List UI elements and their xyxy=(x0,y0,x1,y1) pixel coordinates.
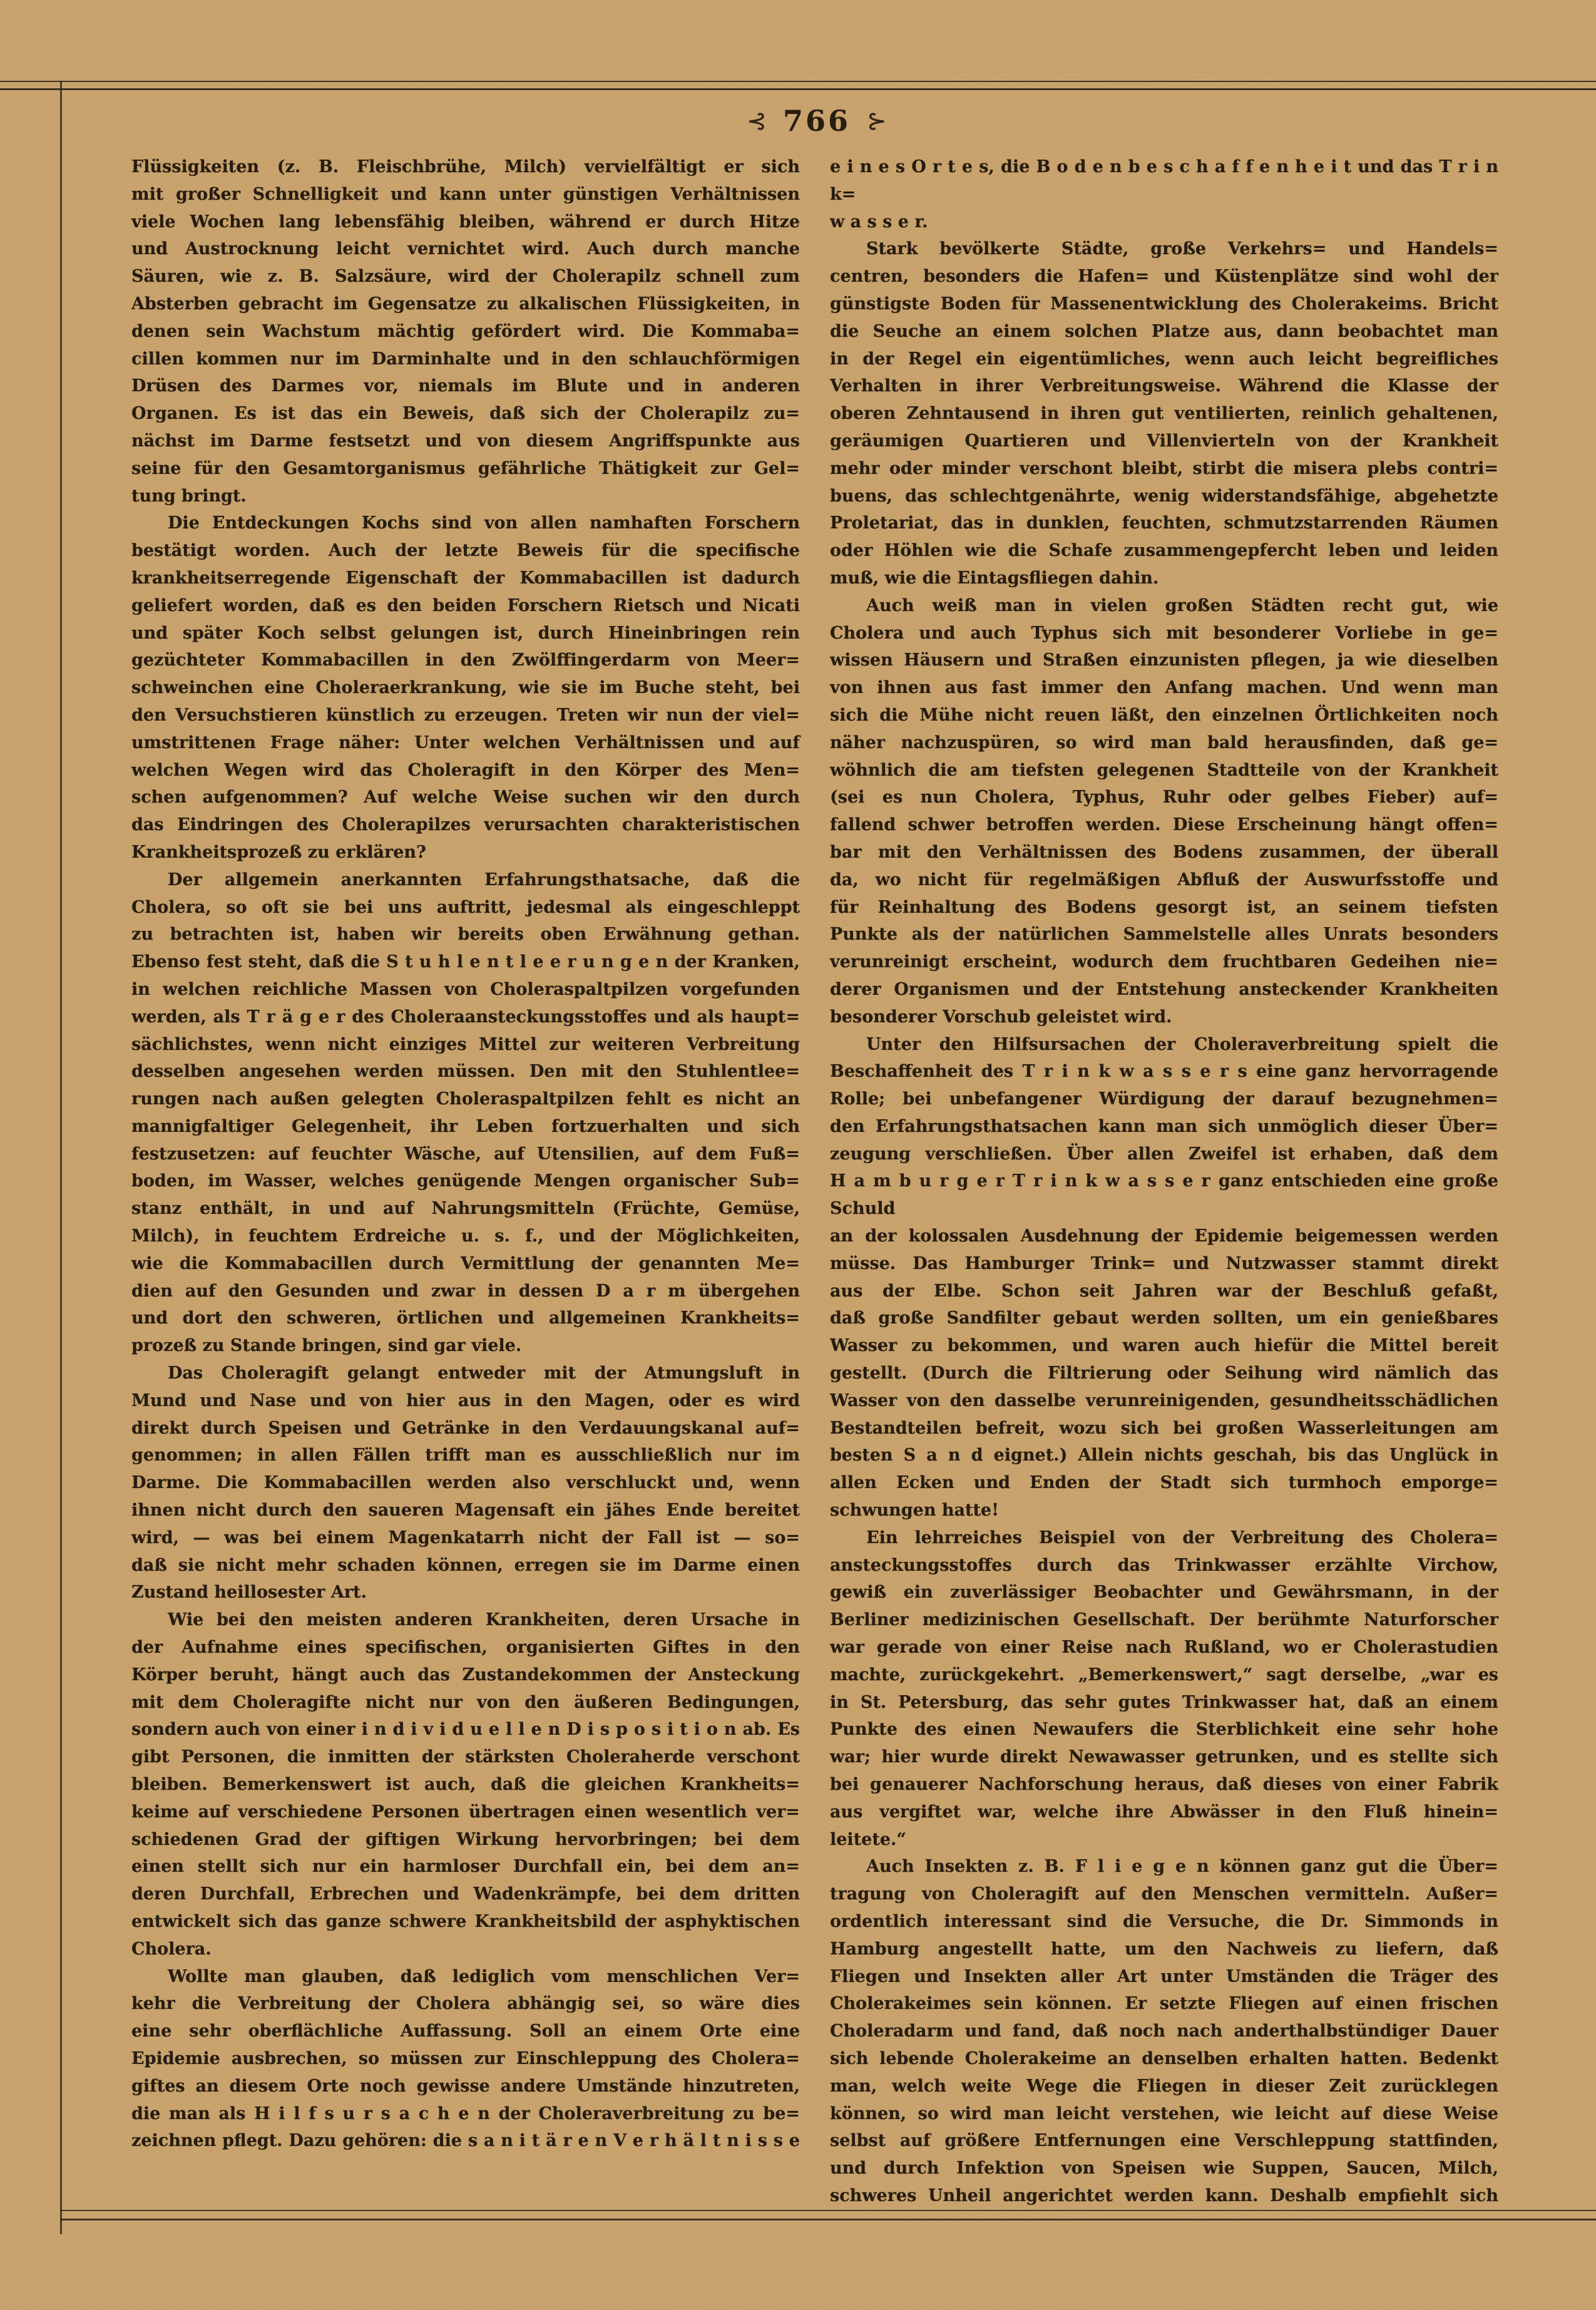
header-ornament-left-icon: ⊰ xyxy=(747,107,767,135)
text-line: Wie bei den meisten anderen Krankheiten, deren Ursache in xyxy=(168,1610,800,1630)
paragraph xyxy=(131,1606,800,1963)
text-line: Rolle; bei unbefangener Würdigung der darauf bezugnehmen= xyxy=(830,1089,1498,1109)
text-line: Organen. Es ist das ein Beweis, daß sich der Cholerapilz zu= xyxy=(131,404,800,424)
text-line: stanz enthält, in und auf Nahrungsmitteln (Früchte, Gemüse, xyxy=(131,1199,800,1219)
text-line: den Versuchstieren künstlich zu erzeugen. Treten wir nun der viel= xyxy=(131,705,800,725)
text-line: direkt durch Speisen und Getränke in den Verdauungskanal auf= xyxy=(131,1418,800,1438)
text-line: gestellt. (Durch die Filtrierung oder Seihung wird nämlich das xyxy=(830,1363,1498,1383)
text-line: aus vergiftet war, welche ihre Abwässer in den Fluß hinein= xyxy=(830,1802,1498,1822)
text-line: oberen Zehntausend in ihren gut ventilierten, reinlich gehaltenen, xyxy=(830,404,1498,424)
text-line: Auch Insekten z. B. F l i e g e n können ganz gut die Über= xyxy=(866,1857,1498,1877)
text-line: gibt Personen, die inmitten der stärksten Choleraherde verschont xyxy=(131,1747,800,1767)
text-line: schweinchen eine Choleraerkrankung, wie sie im Buche steht, bei xyxy=(131,678,800,698)
text-line: denen sein Wachstum mächtig gefördert wird. Die Kommaba= xyxy=(131,321,800,341)
text-line: Punkte des einen Newaufers die Sterblichkeit eine sehr hohe xyxy=(830,1720,1498,1740)
page-number: 766 xyxy=(782,104,851,138)
text-line: man, welch weite Wege die Fliegen in dieser Zeit zurücklegen xyxy=(830,2076,1498,2096)
text-line: besonderer Vorschub geleistet wird. xyxy=(830,1007,1172,1027)
text-line: Hamburg angestellt hatte, um den Nachweis zu liefern, daß xyxy=(830,1939,1498,1959)
text-line: buens, das schlechtgenährte, wenig widerstandsfähige, abgehetzte xyxy=(830,486,1498,506)
text-line: Wollte man glauben, daß lediglich vom menschlichen Ver= xyxy=(168,1966,800,1986)
text-line: schwungen hatte! xyxy=(830,1501,999,1521)
paragraph xyxy=(830,1031,1498,1524)
text-line: Zustand heillosester Art. xyxy=(131,1583,367,1603)
text-line: sich die Mühe nicht reuen läßt, den einzelnen Örtlichkeiten noch xyxy=(830,705,1498,725)
text-line: keime auf verschiedene Personen übertragen einen wesentlich ver= xyxy=(131,1802,800,1822)
text-line: muß, wie die Eintagsfliegen dahin. xyxy=(830,568,1159,588)
text-line: genommen; in allen Fällen trifft man es ausschließlich nur im xyxy=(131,1445,800,1466)
text-line: cillen kommen nur im Darminhalte und in den schlauchförmigen xyxy=(131,349,800,369)
paragraph xyxy=(830,1524,1498,1854)
text-line: kehr die Verbreitung der Cholera abhängig sei, so wäre dies xyxy=(131,1994,800,2014)
text-line: in welchen reichliche Massen von Choleraspaltpilzen vorgefunden xyxy=(131,979,800,999)
text-line: Epidemie ausbrechen, so müssen zur Einschleppung des Cholera= xyxy=(131,2048,800,2068)
text-line: leitete.“ xyxy=(830,1829,906,1849)
text-line: sächlichstes, wenn nicht einziges Mittel zur weiteren Verbreitung xyxy=(131,1034,800,1054)
text-line: deren Durchfall, Erbrechen und Wadenkrämpfe, bei dem dritten xyxy=(131,1884,800,1904)
text-line: Drüsen des Darmes vor, niemals im Blute und in anderen xyxy=(131,376,800,396)
text-line: ansteckungsstoffes durch das Trinkwasser erzählte Virchow, xyxy=(830,1555,1498,1575)
text-line: und durch Infektion von Speisen wie Suppen, Saucen, Milch, xyxy=(830,2159,1498,2179)
text-line: wissen Häusern und Straßen einzunisten pflegen, ja wie dieselben xyxy=(830,650,1498,670)
page-frame-top-rule-thin xyxy=(0,81,1596,82)
text-line: entwickelt sich das ganze schwere Krankheitsbild der asphyktischen xyxy=(131,1912,800,1931)
text-line: war gerade von einer Reise nach Rußland, wo er Cholerastudien xyxy=(830,1638,1498,1658)
text-line: wie die Kommabacillen durch Vermittlung der genannten Me= xyxy=(131,1253,800,1273)
paragraph xyxy=(830,153,1498,235)
text-line: schiedenen Grad der giftigen Wirkung hervorbringen; bei dem xyxy=(131,1829,800,1849)
text-line: besten S a n d eignet.) Allein nichts geschah, bis das Unglück in xyxy=(830,1445,1498,1466)
text-line: Säuren, wie z. B. Salzsäure, wird der Cholerapilz schnell zum xyxy=(131,267,800,287)
text-line: werden, als T r ä g e r des Choleraansteckungsstoffes und als haupt= xyxy=(131,1007,800,1027)
text-line: mit dem Choleragifte nicht nur von den äußeren Bedingungen, xyxy=(131,1692,800,1712)
text-line: wöhnlich die am tiefsten gelegenen Stadtteile von der Krankheit xyxy=(830,760,1498,780)
text-line: daß große Sandfilter gebaut werden sollten, um ein genießbares xyxy=(830,1308,1498,1328)
text-line: Das Choleragift gelangt entweder mit der Atmungsluft in xyxy=(168,1363,800,1383)
text-line: e i n e s O r t e s, die B o d e n b e s c h a f f e n h e i t und das T r i n k= xyxy=(830,157,1498,204)
text-line: Darme. Die Kommabacillen werden also verschluckt und, wenn xyxy=(131,1473,800,1493)
text-line: aus der Elbe. Schon seit Jahren war der Beschluß gefaßt, xyxy=(830,1281,1498,1301)
text-line: Krankheitsprozeß zu erklären? xyxy=(131,842,426,862)
text-line: Unter den Hilfsursachen der Choleraverbreitung spielt die xyxy=(866,1034,1498,1054)
page-frame-left-rule xyxy=(60,81,62,2234)
text-line: und dort den schweren, örtlichen und allgemeinen Krankheits= xyxy=(131,1308,800,1328)
text-line: tung bringt. xyxy=(131,486,247,506)
text-line: festzusetzen: auf feuchter Wäsche, auf Utensilien, auf dem Fuß= xyxy=(131,1144,800,1164)
page-frame-bottom-rule-thin xyxy=(60,2210,1596,2211)
text-line: umstrittenen Frage näher: Unter welchen Verhältnissen und auf xyxy=(131,732,800,752)
text-line: fallend schwer betroffen werden. Diese Erscheinung hängt offen= xyxy=(830,815,1498,835)
text-line: H a m b u r g e r T r i n k w a s s e r ganz entschieden eine große Schuld xyxy=(830,1171,1498,1219)
text-line: viele Wochen lang lebensfähig bleiben, während er durch Hitze xyxy=(131,212,800,232)
paragraph xyxy=(830,235,1498,592)
text-line: für Reinhaltung des Bodens gesorgt ist, an seinem tiefsten xyxy=(830,897,1498,917)
text-line: in St. Petersburg, das sehr gutes Trinkwasser hat, daß an einem xyxy=(830,1692,1498,1712)
paragraph xyxy=(131,866,800,1360)
text-line: gewiß ein zuverlässiger Beobachter und Gewährsmann, in der xyxy=(830,1583,1498,1603)
text-line: gezüchteter Kommabacillen in den Zwölffingerdarm von Meer= xyxy=(131,650,800,670)
text-line: mannigfaltiger Gelegenheit, ihr Leben fortzuerhalten und sich xyxy=(131,1116,800,1136)
text-line: den Erfahrungsthatsachen kann man sich unmöglich dieser Über= xyxy=(830,1116,1498,1136)
page-frame-bottom-rule-thick xyxy=(60,2219,1596,2220)
text-line: rungen nach außen gelegten Choleraspaltpilzen fehlt es nicht an xyxy=(131,1089,800,1109)
header-ornament-right-icon: ⊱ xyxy=(867,107,887,135)
text-line: geräumigen Quartieren und Villenvierteln von der Krankheit xyxy=(830,431,1498,451)
text-line: bei genauerer Nachforschung heraus, daß dieses von einer Fabrik xyxy=(830,1775,1498,1795)
text-line: Absterben gebracht im Gegensatze zu alkalischen Flüssigkeiten, in xyxy=(131,294,800,314)
text-line: schen aufgenommen? Auf welche Weise suchen wir den durch xyxy=(131,788,800,808)
text-line: ihnen nicht durch den saueren Magensaft ein jähes Ende bereitet xyxy=(131,1501,800,1521)
text-line: bestätigt worden. Auch der letzte Beweis für die specifische xyxy=(131,541,800,561)
text-line: von ihnen aus fast immer den Anfang machen. Und wenn man xyxy=(830,678,1498,698)
text-line: schweres Unheil angerichtet werden kann. Deshalb empfiehlt sich xyxy=(830,2185,1498,2205)
text-line: Wasser zu bekommen, und waren auch hiefür die Mittel bereit xyxy=(830,1336,1498,1356)
text-line: in der Regel ein eigentümliches, wenn auch leicht begreifliches xyxy=(830,349,1498,369)
text-line: zeugung verschließen. Über allen Zweifel ist erhaben, daß dem xyxy=(830,1144,1498,1164)
text-line: daß sie nicht mehr schaden können, erregen sie im Darme einen xyxy=(131,1555,800,1575)
text-line: Wasser von den dasselbe verunreinigenden, gesundheitsschädlichen xyxy=(830,1390,1498,1410)
text-line: Körper beruht, hängt auch das Zustandekommen der Ansteckung xyxy=(131,1665,800,1685)
text-line: näher nachzuspüren, so wird man bald herausfinden, daß ge= xyxy=(830,732,1498,752)
text-line: da, wo nicht für regelmäßigen Abfluß der Auswurfsstoffe und xyxy=(830,870,1498,890)
paragraph xyxy=(131,1360,800,1606)
text-line: Stark bevölkerte Städte, große Verkehrs= und Handels= xyxy=(866,239,1498,259)
text-line: Flüssigkeiten (z. B. Fleischbrühe, Milch) vervielfältigt er sich xyxy=(131,157,800,177)
text-line: das Eindringen des Cholerapilzes verursachten charakteristischen xyxy=(131,815,800,835)
text-line: Auch weiß man in vielen großen Städten recht gut, wie xyxy=(866,595,1498,615)
text-line: zeichnen pflegt. Dazu gehören: die s a n i t ä r e n V e r h ä l t n i s s e xyxy=(131,2131,800,2151)
text-line: günstigste Boden für Massenentwicklung des Cholerakeims. Bricht xyxy=(830,294,1498,314)
text-line: dien auf den Gesunden und zwar in dessen D a r m übergehen xyxy=(131,1281,800,1301)
text-line: Ein lehrreiches Beispiel von der Verbreitung des Cholera= xyxy=(866,1527,1498,1548)
text-line: die Seuche an einem solchen Platze aus, dann beobachtet man xyxy=(830,321,1498,341)
text-line: ordentlich interessant sind die Versuche, die Dr. Simmonds in xyxy=(830,1912,1498,1931)
text-line: bleiben. Bemerkenswert ist auch, daß die gleichen Krankheits= xyxy=(131,1775,800,1795)
text-line: Cholera und auch Typhus sich mit besonderer Vorliebe in ge= xyxy=(830,623,1498,643)
paragraph xyxy=(830,1853,1498,2209)
text-line: mehr oder minder verschont bleibt, stirbt die misera plebs contri= xyxy=(830,458,1498,478)
text-line: sondern auch von einer i n d i v i d u e l l e n D i s p o s i t i o n ab. Es xyxy=(131,1720,800,1740)
text-column-right xyxy=(830,153,1498,2210)
text-line: Die Entdeckungen Kochs sind von allen namhaften Forschern xyxy=(168,513,800,533)
text-line: einen stellt sich nur ein harmloser Durchfall ein, bei dem an= xyxy=(131,1857,800,1877)
text-line: Cholera. xyxy=(131,1939,212,1959)
text-line: tragung von Choleragift auf den Menschen vermitteln. Außer= xyxy=(830,1884,1498,1904)
text-line: Ebenso fest steht, daß die S t u h l e n t l e e r u n g e n der Kranken, xyxy=(131,952,800,972)
text-line: Der allgemein anerkannten Erfahrungsthatsache, daß die xyxy=(168,870,800,890)
text-line: centren, besonders die Hafen= und Küstenplätze sind wohl der xyxy=(830,267,1498,287)
text-line: müsse. Das Hamburger Trink= und Nutzwasser stammt direkt xyxy=(830,1253,1498,1273)
text-line: Fliegen und Insekten aller Art unter Umständen die Träger des xyxy=(830,1966,1498,1986)
text-line: Punkte als der natürlichen Sammelstelle alles Unrats besonders xyxy=(830,925,1498,945)
text-line: oder Höhlen wie die Schafe zusammengepfercht leben und leiden xyxy=(830,541,1498,561)
text-line: Verhalten in ihrer Verbreitungsweise. Während die Klasse der xyxy=(830,376,1498,396)
text-line: sich lebende Cholerakeime an denselben erhalten hatten. Bedenkt xyxy=(830,2048,1498,2068)
text-line: Milch), in feuchtem Erdreiche u. s. f., und der Möglichkeiten, xyxy=(131,1226,800,1246)
paragraph xyxy=(830,592,1498,1031)
text-line: war; hier wurde direkt Newawasser getrunken, und es stellte sich xyxy=(830,1747,1498,1767)
text-line: eine sehr oberflächliche Auffassung. Soll an einem Orte eine xyxy=(131,2021,800,2041)
text-line: welchen Wegen wird das Choleragift in den Körper des Men= xyxy=(131,760,800,780)
text-line: und später Koch selbst gelungen ist, durch Hineinbringen rein xyxy=(131,623,800,643)
page-frame-top-rule-thick xyxy=(0,88,1596,90)
text-line: selbst auf größere Entfernungen eine Verschleppung stattfinden, xyxy=(830,2131,1498,2151)
text-line: giftes an diesem Orte noch gewisse andere Umstände hinzutreten, xyxy=(131,2076,800,2096)
text-line: können, so wird man leicht verstehen, wie leicht auf diese Weise xyxy=(830,2103,1498,2123)
paragraph xyxy=(131,153,800,510)
text-line: Cholera, so oft sie bei uns auftritt, jedesmal als eingeschleppt xyxy=(131,897,800,917)
text-line: bar mit den Verhältnissen des Bodens zusammen, der überall xyxy=(830,842,1498,862)
text-line: und Austrocknung leicht vernichtet wird. Auch durch manche xyxy=(131,239,800,259)
text-line: derer Organismen und der Entstehung ansteckender Krankheiten xyxy=(830,979,1498,999)
paragraph xyxy=(131,1963,800,2155)
text-column-left xyxy=(131,153,800,2155)
text-line: krankheitserregende Eigenschaft der Kommabacillen ist dadurch xyxy=(131,568,800,588)
page-header xyxy=(131,104,1502,144)
text-line: an der kolossalen Ausdehnung der Epidemie beigemessen werden xyxy=(830,1226,1498,1246)
text-line: w a s s e r. xyxy=(830,212,928,232)
text-line: machte, zurückgekehrt. „Bemerkenswert,“ sagt derselbe, „war es xyxy=(830,1665,1498,1685)
text-line: geliefert worden, daß es den beiden Forschern Rietsch und Nicati xyxy=(131,595,800,615)
text-line: zu betrachten ist, haben wir bereits oben Erwähnung gethan. xyxy=(131,925,800,945)
text-line: allen Ecken und Enden der Stadt sich turmhoch emporge= xyxy=(830,1473,1498,1493)
text-line: Beschaffenheit des T r i n k w a s s e r s eine ganz hervorragende xyxy=(830,1062,1498,1082)
text-line: seine für den Gesamtorganismus gefährliche Thätigkeit zur Gel= xyxy=(131,458,800,478)
text-line: prozeß zu Stande bringen, sind gar viele. xyxy=(131,1336,522,1356)
text-line: boden, im Wasser, welches genügende Mengen organischer Sub= xyxy=(131,1171,800,1191)
text-line: mit großer Schnelligkeit und kann unter günstigen Verhältnissen xyxy=(131,184,800,204)
text-line: der Aufnahme eines specifischen, organisierten Giftes in den xyxy=(131,1638,800,1658)
text-line: Choleradarm und fand, daß noch nach anderthalbstündiger Dauer xyxy=(830,2021,1498,2041)
text-line: nächst im Darme festsetzt und von diesem Angriffspunkte aus xyxy=(131,431,800,451)
text-line: (sei es nun Cholera, Typhus, Ruhr oder gelbes Fieber) auf= xyxy=(830,788,1498,808)
text-line: Mund und Nase und von hier aus in den Magen, oder es wird xyxy=(131,1390,800,1410)
text-line: die man als H i l f s u r s a c h e n der Choleraverbreitung zu be= xyxy=(131,2103,800,2123)
text-line: verunreinigt erscheint, wodurch dem fruchtbaren Gedeihen nie= xyxy=(830,952,1498,972)
text-line: desselben angesehen werden müssen. Den mit den Stuhlentlee= xyxy=(131,1062,800,1082)
paragraph xyxy=(131,510,800,866)
text-line: wird, — was bei einem Magenkatarrh nicht der Fall ist — so= xyxy=(131,1527,800,1548)
text-line: Cholerakeimes sein können. Er setzte Fliegen auf einen frischen xyxy=(830,1994,1498,2014)
text-line: Bestandteilen befreit, wozu sich bei großen Wasserleitungen am xyxy=(830,1418,1498,1438)
text-line: Berliner medizinischen Gesellschaft. Der berühmte Naturforscher xyxy=(830,1610,1498,1630)
text-line: Proletariat, das in dunklen, feuchten, schmutzstarrenden Räumen xyxy=(830,513,1498,533)
